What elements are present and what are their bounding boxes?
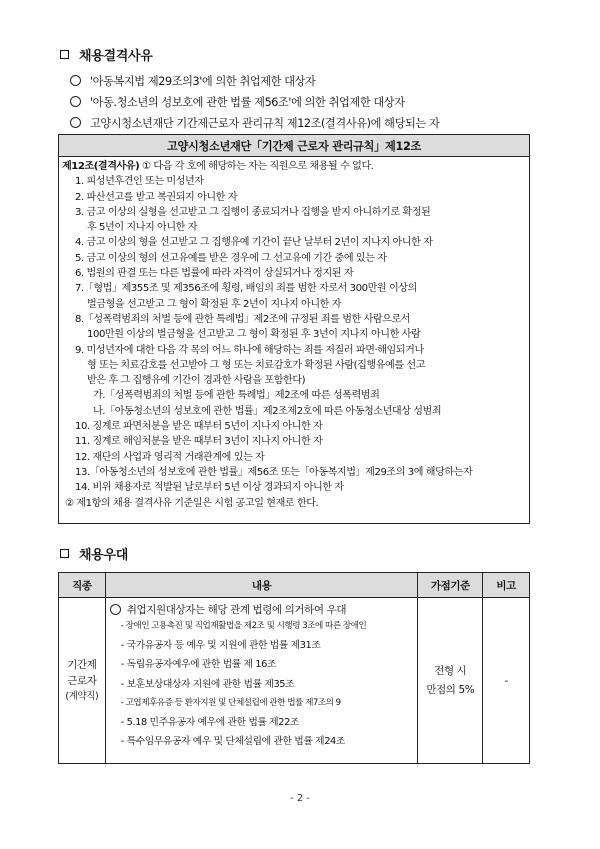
regulation-title: 고양시청소년재단「기간제 근로자 관리규칙」제12조 [59, 135, 529, 157]
regulation-line: 가.「성폭력범죄의 처벌 등에 관한 특례법」제2조에 따른 성폭력범죄 [93, 390, 380, 402]
list-item: '아동.청소년의 성보호에 관한 법률 제56조'에 의한 취업제한 대상자 [70, 91, 540, 112]
content-heading: 취업지원대상자는 해당 관계 법령에 의거하여 우대 [110, 601, 414, 617]
regulation-line: 2. 파산선고를 받고 복권되지 아니한 자 [75, 191, 238, 203]
list-item: '아동복지법 제29조의3'에 의한 취업제한 대상자 [70, 70, 540, 91]
column-header: 내용 [105, 573, 418, 598]
regulation-line: 후 5년이 지나지 아니한 자 [87, 222, 198, 234]
page-number: - 2 - [290, 793, 310, 804]
regulation-line: 6. 법원의 판결 또는 다른 법률에 따라 자격이 상실되거나 정지된 자 [75, 268, 354, 280]
regulation-line: 14. 비위 채용자로 적발된 날로부터 5년 이상 경과되지 아니한 자 [75, 482, 344, 494]
regulation-line: 받은 후 그 집행유예 기간이 경과한 사람을 포함한다) [87, 375, 306, 387]
circle-bullet-icon [110, 604, 121, 615]
table-row [59, 598, 530, 764]
column-header: 가점기준 [418, 573, 483, 598]
regulation-line: 100만원 이상의 벌금형을 선고받고 그 형이 확정된 후 3년이 지나지 아니한 사람 [87, 329, 421, 341]
column-header: 비고 [483, 573, 530, 598]
content-cell [105, 598, 418, 764]
circle-bullet-icon [70, 75, 81, 86]
list-item: - 국가유공자 등 예우 및 지원에 관한 법률 제31조 [120, 640, 321, 652]
regulation-line: 나.「아동청소년의 성보호에 관한 법률」제2조제2호에 따른 아동청소년대상 성범죄 [93, 405, 442, 417]
list-item: - 고엽제후유증 등 환자지원 및 단체설립에 관한 법률 제7조의 9 [120, 697, 341, 708]
preference-table [58, 572, 530, 764]
column-header: 직종 [59, 573, 106, 598]
section-heading-disqualification: 채용결격사유 [60, 45, 153, 64]
table-header-row [59, 573, 530, 598]
category-cell: 기간제 근로자 (계약직) [59, 598, 106, 764]
list-item: - 독립유공자예우에 관한 법률 제 16조 [120, 659, 277, 671]
list-item: - 특수임무유공자 예우 및 단체설립에 관한 법률 제24조 [120, 736, 345, 748]
regulation-line: 5. 금고 이상의 형의 선고유예를 받은 경우에 그 선고유예 기간 중에 있는 자 [75, 252, 387, 264]
disqualification-list [70, 70, 540, 133]
regulation-line: 벌금형을 선고받고 그 형이 확정된 후 2년이 지나지 아니한 자 [87, 298, 342, 310]
regulation-line: 11. 징계로 해임처분을 받은 때부터 3년이 지나지 아니한 자 [75, 436, 323, 448]
square-bullet-icon [60, 549, 69, 558]
regulation-line: 10. 징계로 파면처분을 받은 때부터 5년이 지나지 아니한 자 [75, 421, 323, 433]
regulation-line: 1. 피성년후견인 또는 미성년자 [75, 176, 204, 188]
note-cell: - [483, 598, 530, 764]
list-item: - 5.18 민주유공자 예우에 관한 법률 제22조 [120, 716, 299, 728]
regulation-line: 13.「아동청소년의 성보호에 관한 법률」제56조 또는「아동복지법」제29조의 3에 해당하는자 [75, 466, 473, 478]
square-bullet-icon [60, 50, 69, 59]
regulation-line: 9. 미성년자에 대한 다음 각 목의 어느 하나에 해당하는 죄를 저질러 파면·해임되거나 [75, 344, 424, 356]
regulation-line: 8.「성폭력범죄의 처벌 등에 관한 특례법」제2조에 규정된 죄를 범한 사람으로서 [75, 313, 411, 325]
circle-bullet-icon [70, 117, 81, 128]
regulation-body [59, 157, 529, 511]
regulation-line: 형 또는 치료감호를 선고받아 그 형 또는 치료감호가 확정된 사람(집행유예를 선고 [87, 359, 425, 371]
section-heading-preference: 채용우대 [60, 544, 128, 563]
list-item: - 보훈보상대상자 지원에 관한 법률 제35조 [120, 678, 295, 690]
regulation-line: 7.「형법」제355조 및 제356조에 횡령, 배임의 죄를 범한 자로서 300만원 이상의 [75, 283, 417, 295]
regulation-box [58, 134, 530, 524]
list-item: 고양시청소년재단 기간제근로자 관리규칙 제12조(결격사유)에 해당되는 자 [70, 112, 540, 133]
list-item: - 장애인 고용촉진 및 직업재활법을 제2조 및 시행령 3조에 따른 장애인 [120, 621, 367, 631]
regulation-line: ② 제1항의 채용 결격사유 기준일은 시험 공고일 현재로 한다. [65, 497, 319, 509]
regulation-line: 12. 재단의 사업과 영리적 거래관계에 있는 자 [75, 451, 265, 463]
regulation-line: 4. 금고 이상의 형을 선고받고 그 집행유예 기간이 끝난 날부터 2년이 지나지 아니한 자 [75, 237, 433, 249]
circle-bullet-icon [70, 96, 81, 107]
regulation-line: 제12조(결격사유) ① 다음 각 호에 해당하는 자는 직원으로 채용될 수 없다. [62, 161, 374, 172]
criteria-cell: 전형 시 만점의 5% [418, 598, 483, 764]
regulation-line: 3. 금고 이상의 실형을 선고받고 그 집행이 종료되거나 집행을 받지 아니하기로 확정된 [75, 206, 431, 218]
